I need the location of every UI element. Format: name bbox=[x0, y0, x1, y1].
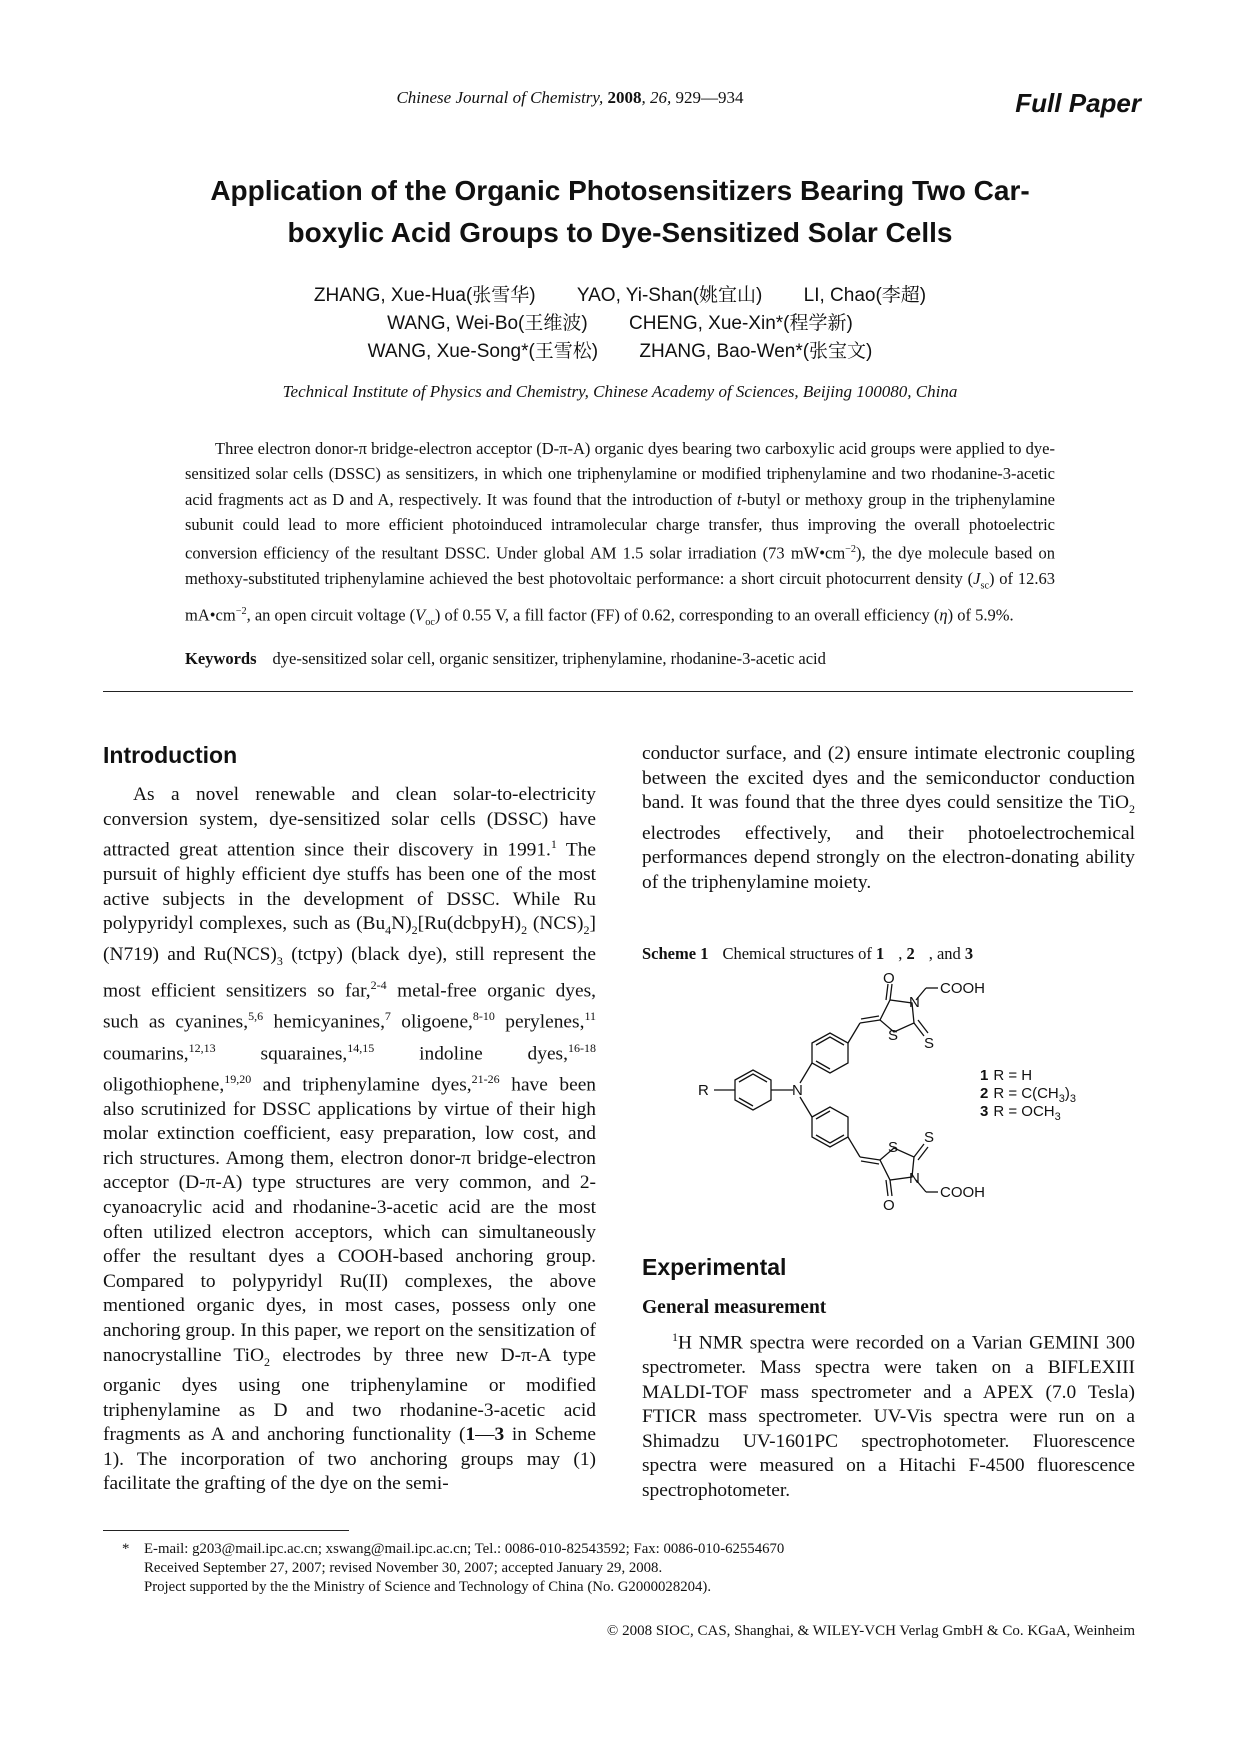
text-run: and triphenylamine dyes, bbox=[251, 1074, 472, 1096]
legend-text: R = C(CH bbox=[993, 1085, 1059, 1102]
text-run: squaraines, bbox=[215, 1042, 348, 1064]
isotope-sup: 1 bbox=[672, 1330, 679, 1344]
atom-label: O bbox=[883, 1197, 895, 1214]
keywords-label: Keywords bbox=[185, 649, 257, 668]
text-run: oligothiophene, bbox=[103, 1074, 225, 1096]
abstract-italic: J bbox=[973, 568, 981, 588]
bond bbox=[848, 1023, 860, 1043]
text-run: N) bbox=[391, 913, 412, 935]
caption-text: , bbox=[898, 944, 907, 963]
author-row-3 bbox=[120, 338, 1120, 366]
compound-number: 3 bbox=[964, 944, 974, 963]
author: YAO, Yi-Shan(姚宜山) bbox=[576, 285, 763, 306]
text-run: conductor surface, and (2) ensure intimate electronic coupling between the excited dyes and the semiconductor conduction band. It was found that the three dyes could sensitize the TiO bbox=[642, 743, 1135, 814]
compound-number: 1 bbox=[875, 944, 885, 963]
section-divider bbox=[103, 691, 1133, 692]
atom-label: S bbox=[888, 1139, 899, 1156]
abstract-text: -butyl or methoxy group in the triphenylamine subunit could lead to more efficient photoinduced intramolecular charge transfer, thus improving the overall photoelectric conversion efficiency of the resultant DSSC. Under global AM 1.5 solar irradiation (73 mW•cm bbox=[185, 489, 1055, 563]
keywords bbox=[185, 649, 1055, 669]
text-run: have been also scrutinized for DSSC applications by virtue of their high molar extinction coefficient, easy preparation, low cost, and rich structures. Among them, electron donor-π bridge-electron acceptor (D-π-A) type structures are very common, and 2-cyanoacrylic acid and rhodanine-3-acetic acid are the most often utilized electron acceptors, which can simultaneously offer the resultant dyes a COOH-based anchoring group. Compared to polypyridyl Ru(II) complexes, the above mentioned organic dyes, in most cases, possess only one anchoring group. In this paper, we report on the sensitization of nanocrystalline TiO bbox=[103, 1074, 596, 1366]
atom-label: N bbox=[909, 1170, 920, 1187]
ref-sup: 2-4 bbox=[370, 978, 387, 993]
bond bbox=[848, 1137, 860, 1157]
carbonyl-bond bbox=[886, 1180, 888, 1196]
abstract-sup: −2 bbox=[235, 605, 247, 617]
text-run: perylenes, bbox=[494, 1011, 585, 1033]
footnote-marker: * bbox=[122, 1541, 130, 1557]
compound-legend bbox=[980, 1067, 1076, 1123]
ref-sup: 7 bbox=[384, 1009, 391, 1024]
scheme-caption bbox=[642, 944, 987, 964]
text-run: (NCS) bbox=[527, 913, 584, 935]
abstract bbox=[185, 436, 1055, 635]
footnote-rule bbox=[103, 1530, 349, 1531]
text-run: ] (N719) and Ru(NCS) bbox=[103, 913, 596, 965]
keywords-text: dye-sensitized solar cell, organic sensitizer, triphenylamine, rhodanine-3-acetic acid bbox=[272, 649, 826, 668]
chem-sub: 2 bbox=[583, 923, 590, 938]
article-type: Full Paper bbox=[1015, 88, 1141, 118]
legend-text: R = H bbox=[993, 1067, 1033, 1084]
text-run: coumarins, bbox=[103, 1042, 189, 1064]
author: WANG, Wei-Bo(王维波) bbox=[387, 313, 588, 334]
abstract-text: ) of 0.55 V, a fill factor (FF) of 0.62, corresponding to an overall efficiency ( bbox=[434, 605, 940, 625]
text-run: H NMR spectra were recorded on a Varian GEMINI 300 spectrometer. Mass spectra were taken on a BIFLEXIII MALDI-TOF mass spectrometer and a APEX (7.0 Tesla) FTICR mass spectrometer. UV-Vis spectra were run on a Shimadzu UV-1601PC spectrophotometer. Fluorescence spectra were measured on a Hitachi F-4500 fluorescence spectrophotometer. bbox=[642, 1332, 1135, 1502]
author-row-2 bbox=[120, 310, 1120, 338]
double-bond bbox=[860, 1020, 880, 1023]
atom-label: S bbox=[888, 1027, 899, 1044]
left-phenyl-ring bbox=[735, 1070, 771, 1110]
double-bond bbox=[860, 1157, 880, 1160]
journal-pages: 929—934 bbox=[675, 88, 744, 107]
author-row-1 bbox=[120, 282, 1120, 310]
text-run: metal-free organic dyes, such as cyanines, bbox=[103, 980, 596, 1033]
compound-number: 1 bbox=[465, 1424, 476, 1446]
abstract-sub: oc bbox=[425, 616, 435, 628]
chem-sub: 2 bbox=[521, 923, 528, 938]
ref-sup: 11 bbox=[584, 1009, 597, 1024]
atom-label: COOH bbox=[940, 1184, 985, 1201]
abstract-text: ), the dye molecule based on methoxy-substituted triphenylamine achieved the best photovoltaic performance: a short circuit photocurrent density ( bbox=[185, 543, 1055, 588]
atom-label: S bbox=[924, 1129, 935, 1146]
atom-label: S bbox=[924, 1035, 935, 1052]
ref-sup: 8-10 bbox=[472, 1009, 495, 1024]
lower-phenyl-ring bbox=[812, 1107, 848, 1147]
affiliation: Technical Institute of Physics and Chemistry, Chinese Academy of Sciences, Beijing 100080, China bbox=[282, 382, 958, 401]
text-run: The pursuit of highly efficient dye stuffs has been one of the most active subjects in the development of DSSC. While Ru polypyridyl complexes, such as (Bu bbox=[103, 839, 596, 935]
text-run: in Scheme 1). The incorporation of two anchoring groups may (1) facilitate the grafting of the dye on the semi- bbox=[103, 1424, 596, 1495]
text-run: (tctpy) (black dye), still represent the most efficient sensitizers so far, bbox=[103, 943, 596, 1002]
abstract-text: ) of 12.63 mA•cm bbox=[185, 568, 1055, 625]
journal-citation: Chinese Journal of Chemistry, 2008, 26, 929—934 bbox=[396, 88, 744, 107]
compound-number: 3 bbox=[494, 1424, 505, 1446]
text-run: indoline dyes, bbox=[374, 1042, 568, 1064]
legend-text: R = OCH bbox=[993, 1103, 1055, 1120]
chem-sub: 3 bbox=[276, 953, 283, 968]
footnote bbox=[122, 1540, 1022, 1597]
double-bond bbox=[861, 1161, 879, 1164]
chem-sub: 4 bbox=[385, 923, 392, 938]
bond bbox=[800, 1063, 812, 1083]
ref-sup: 14,15 bbox=[347, 1040, 375, 1055]
caption-text: Chemical structures of bbox=[722, 944, 876, 963]
upper-phenyl-ring bbox=[812, 1033, 848, 1073]
text-run: — bbox=[475, 1424, 495, 1446]
abstract-text: ) of 5.9%. bbox=[947, 605, 1014, 625]
caption-text: , and bbox=[928, 944, 965, 963]
general-measurement-heading: General measurement bbox=[642, 1297, 827, 1318]
ref-sup: 5,6 bbox=[248, 1009, 264, 1024]
chem-sub: 2 bbox=[1128, 802, 1135, 817]
abstract-italic: V bbox=[415, 605, 426, 625]
chem-sub: 2 bbox=[263, 1354, 270, 1369]
author: LI, Chao(李超) bbox=[803, 285, 927, 306]
structure-bonds bbox=[714, 984, 938, 1196]
legend-entry bbox=[980, 1067, 1032, 1084]
atom-label: N bbox=[792, 1082, 803, 1099]
ref-sup: 12,13 bbox=[188, 1040, 216, 1055]
introduction-continued bbox=[642, 742, 1135, 895]
legend-entry bbox=[980, 1085, 1076, 1105]
experimental-heading: Experimental bbox=[642, 1254, 787, 1280]
text-run: hemicyanines, bbox=[263, 1011, 385, 1033]
title-line-1: Application of the Organic Photosensitizers Bearing Two Car- bbox=[210, 175, 1030, 206]
introduction-heading: Introduction bbox=[103, 742, 238, 768]
introduction-paragraph bbox=[103, 783, 596, 1497]
introduction-paragraph-continued bbox=[642, 742, 1135, 895]
atom-label: O bbox=[883, 970, 895, 987]
journal-name: Chinese Journal of Chemistry, bbox=[396, 88, 604, 107]
author-list bbox=[120, 282, 1120, 366]
text-run: [Ru(dcbpyH) bbox=[417, 913, 522, 935]
title-line-2: boxylic Acid Groups to Dye-Sensitized Solar Cells bbox=[287, 217, 953, 248]
text-run: oligoene, bbox=[390, 1011, 473, 1033]
atom-label: R bbox=[698, 1082, 709, 1099]
double-bond bbox=[861, 1016, 879, 1019]
compound-number: 2 bbox=[906, 944, 915, 963]
chem-sub: 2 bbox=[411, 923, 418, 938]
aromatic-bond bbox=[816, 1061, 830, 1069]
experimental-paragraph bbox=[642, 1325, 1135, 1504]
chemical-structure bbox=[680, 970, 1120, 1230]
paper-title bbox=[120, 170, 1120, 254]
ref-sup: 19,20 bbox=[224, 1071, 252, 1086]
abstract-sub: sc bbox=[980, 580, 989, 592]
abstract-italic: η bbox=[939, 605, 948, 625]
carbonyl-bond bbox=[890, 1180, 892, 1196]
ref-sup: 16-18 bbox=[567, 1040, 596, 1055]
aromatic-bond bbox=[816, 1111, 830, 1119]
ref-sup: 21-26 bbox=[471, 1071, 500, 1086]
footnote-contact: E-mail: g203@mail.ipc.ac.cn; xswang@mail.ipc.ac.cn; Tel.: 0086-010-82543592; Fax: 0086-010-62554670 bbox=[144, 1541, 785, 1557]
text-run: electrodes by three new D-π-A type organic dyes using one triphenylamine or modified triphenylamine as D and two rhodanine-3-acetic acid fragments as A and anchoring functionality ( bbox=[103, 1344, 596, 1446]
abstract-text: Three electron donor-π bridge-electron acceptor (D-π-A) organic dyes bearing two carboxylic acid groups were applied to dye-sensitized solar cells (DSSC) as sensitizers, in which one triphenylamine or modified triphenylamine and two rhodanine-3-acetic acid fragments act as D and A, respectively. It was found that the introduction of bbox=[185, 439, 1055, 509]
aromatic-bond bbox=[739, 1098, 753, 1106]
author: ZHANG, Bao-Wen*(张宝文) bbox=[639, 341, 873, 362]
journal-volume: 26 bbox=[650, 88, 668, 107]
legend-number: 1 bbox=[980, 1067, 989, 1084]
legend-number: 3 bbox=[980, 1103, 989, 1120]
abstract-italic: t bbox=[736, 489, 742, 509]
experimental-body bbox=[642, 1325, 1135, 1504]
footnote-block bbox=[122, 1540, 1022, 1597]
abstract-sup: −2 bbox=[845, 544, 857, 556]
legend-number: 2 bbox=[980, 1085, 989, 1102]
introduction-body bbox=[103, 783, 596, 1497]
ref-sup: 1 bbox=[550, 837, 557, 852]
author: CHENG, Xue-Xin*(程学新) bbox=[629, 313, 853, 334]
scheme-label: Scheme 1 bbox=[642, 944, 709, 963]
legend-entry bbox=[980, 1103, 1061, 1123]
bond bbox=[800, 1097, 812, 1117]
text-run: electrodes effectively, and their photoelectrochemical performances depend strongly on the electron-donating ability of the triphenylamine moiety. bbox=[642, 822, 1135, 893]
atom-label: N bbox=[909, 994, 920, 1011]
structure-labels bbox=[698, 970, 985, 1214]
legend-sub: 3 bbox=[1069, 1093, 1077, 1105]
legend-text: ) bbox=[1064, 1085, 1070, 1102]
abstract-text: , an open circuit voltage ( bbox=[246, 605, 416, 625]
atom-label: COOH bbox=[940, 980, 985, 997]
legend-sub: 3 bbox=[1054, 1111, 1061, 1123]
author: WANG, Xue-Song*(王雪松) bbox=[367, 341, 599, 362]
text-run: As a novel renewable and clean solar-to-electricity conversion system, dye-sensitized solar cells (DSSC) have attracted great attention since their discovery in 1991. bbox=[103, 784, 596, 861]
legend-sub: 3 bbox=[1058, 1093, 1065, 1105]
footnote-received: Received September 27, 2007; revised November 30, 2007; accepted January 29, 2008. bbox=[144, 1560, 663, 1576]
author: ZHANG, Xue-Hua(张雪华) bbox=[313, 285, 536, 306]
copyright: © 2008 SIOC, CAS, Shanghai, & WILEY-VCH Verlag GmbH & Co. KGaA, Weinheim bbox=[606, 1623, 1135, 1639]
footnote-funding: Project supported by the the Ministry of Science and Technology of China (No. G2000028204). bbox=[144, 1579, 712, 1595]
journal-year: 2008 bbox=[607, 88, 642, 107]
